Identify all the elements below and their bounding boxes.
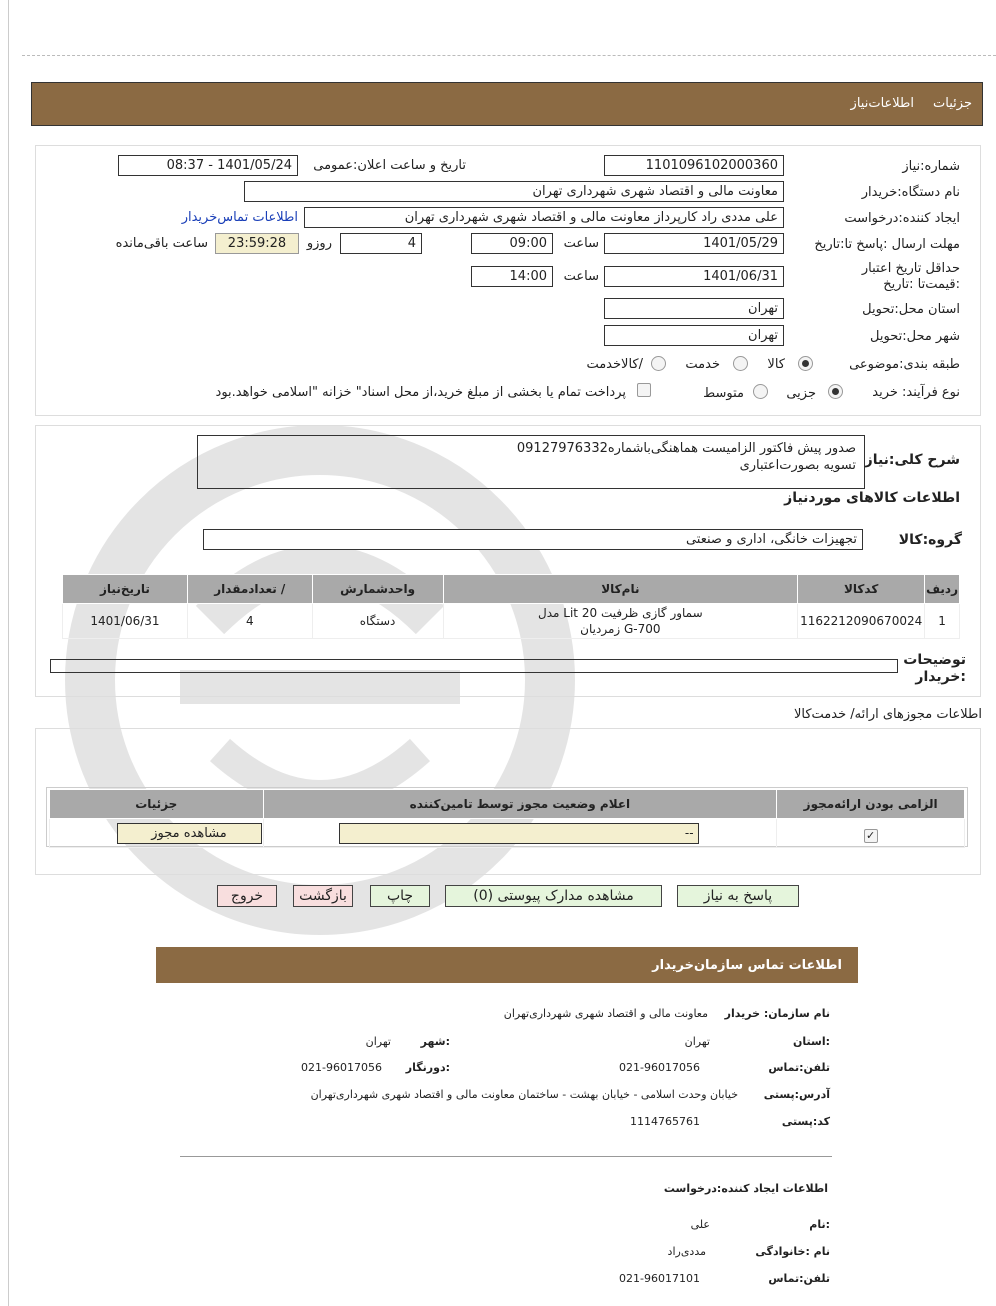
permit-status-cell (263, 819, 777, 848)
description-line-1: صدور پیش فاکتور الزامیست هماهنگی‌باشماره09127976332 (516, 441, 856, 456)
contact-phone-value: 021-96017056 (619, 1061, 700, 1074)
category-service-label: خدمت (685, 357, 720, 372)
deadline-time-field: 09:00 (471, 233, 553, 254)
treasury-payment-checkbox[interactable] (637, 383, 651, 397)
category-both-label: /کالاخدمت (586, 357, 643, 372)
col-row: ردیف (925, 575, 960, 604)
col-code: کدکالا (798, 575, 925, 604)
contact-address-label: آدرس:پستی (763, 1088, 830, 1101)
goods-section-title: اطلاعات کالاهای موردنیاز (784, 490, 960, 506)
org-value: معاونت مالی و اقتصاد شهری شهرداری‌تهران (503, 1007, 708, 1020)
validity-time-label: ساعت (563, 269, 599, 284)
creator-title: اطلاعات ایجاد کننده:درخواست (663, 1182, 828, 1195)
creator-phone-value: 021-96017101 (619, 1272, 700, 1285)
col-qty: / تعدادمقدار (187, 575, 312, 604)
reply-button[interactable]: پاسخ به نیاز (677, 885, 799, 907)
category-label: طبقه بندی:موضوعی (849, 357, 960, 372)
contact-address-value: خیابان وحدت اسلامی - خیابان بهشت - ساختمان معاونت مالی و اقتصاد شهری شهرداری‌تهران (310, 1088, 738, 1101)
deadline-date-field: 1401/05/29 (604, 233, 784, 254)
deadline-time-label: ساعت (563, 236, 599, 251)
need-number-field: 1101096102000360 (604, 155, 784, 176)
city-field: تهران (604, 325, 784, 346)
goods-group-label: گروه:کالا (898, 532, 962, 548)
row-unit: دستگاه (312, 604, 443, 639)
view-permit-button[interactable]: مشاهده مجوز (117, 823, 262, 844)
buyer-notes-field (50, 659, 898, 673)
contact-fax-label: :دورنگار (405, 1061, 450, 1074)
validity-date-field: 1401/06/31 (604, 266, 784, 287)
province-label: استان محل:تحویل (862, 302, 960, 317)
category-goods-label: کالا (767, 357, 785, 372)
treasury-payment-note: پرداخت تمام یا بخشی از مبلغ خرید،از محل اسناد" خزانه "اسلامی خواهد.بود (215, 385, 626, 400)
table-row (63, 604, 960, 639)
permit-status-field: -- (339, 823, 699, 844)
process-label: نوع فرآیند: خرید (872, 385, 960, 400)
creator-name-value: علی (690, 1218, 710, 1231)
header-bar (31, 82, 983, 126)
permit-required-cell (777, 819, 965, 848)
requester-label: ایجاد کننده:درخواست (844, 211, 960, 226)
contact-city-label: :شهر (420, 1035, 450, 1048)
row-number: 1 (925, 604, 960, 639)
contact-divider (180, 1156, 832, 1157)
creator-family-label: نام :خانوادگی (755, 1245, 830, 1258)
process-minor-label: جزیی (786, 386, 816, 401)
contact-fax-value: 021-96017056 (301, 1061, 382, 1074)
table-row (50, 819, 965, 848)
process-medium-radio[interactable] (753, 384, 768, 399)
page-left-border (8, 0, 9, 1306)
requester-field: علی مددی راد کارپرداز معاونت مالی و اقتصاد شهری شهرداری تهران (304, 207, 784, 228)
description-box (197, 435, 865, 489)
goods-group-field: تجهیزات خانگی، اداری و صنعتی (203, 529, 863, 550)
row-date: 1401/06/31 (63, 604, 188, 639)
permit-details-cell (50, 819, 264, 848)
tab-need-info[interactable]: اطلاعات‌نیاز (850, 96, 914, 111)
contact-header-title: اطلاعات تماس سازمان‌خریدار (652, 958, 842, 973)
announce-datetime-field: 1401/05/24 - 08:37 (118, 155, 298, 176)
category-service-radio[interactable] (733, 356, 748, 371)
deadline-label: مهلت ارسال :پاسخ تا:تاریخ (814, 237, 960, 252)
goods-table (62, 574, 960, 639)
contact-postal-value: 1114765761 (630, 1115, 700, 1128)
row-name-line-2: G-700 زمردیان (580, 622, 661, 636)
col-permit-required: الزامی بودن ارائه‌مجوز (777, 790, 965, 819)
city-label: شهر محل:تحویل (870, 329, 960, 344)
back-button[interactable]: بازگشت (293, 885, 353, 907)
row-name-line-1: سماور گازی ظرفیت 20 Lit مدل (538, 606, 703, 620)
col-name: نام‌کالا (443, 575, 798, 604)
process-medium-label: متوسط (703, 386, 744, 401)
col-unit: واحدشمارش (312, 575, 443, 604)
announce-label: تاریخ و ساعت اعلان:عمومی (313, 158, 466, 173)
permits-title: اطلاعات مجوزهای ارائه/ خدمت‌کالا (793, 707, 982, 722)
validity-label: حداقل تاریخ اعتبار :قیمت‌تا :تاریخ (861, 261, 960, 292)
validity-time-field: 14:00 (471, 266, 553, 287)
contact-province-label: :استان (793, 1035, 830, 1048)
creator-phone-label: تلفن:تماس (768, 1272, 830, 1285)
days-label: روزو (306, 236, 332, 251)
row-name (443, 604, 798, 639)
contact-phone-label: تلفن:تماس (768, 1061, 830, 1074)
process-minor-radio[interactable] (828, 384, 843, 399)
remaining-time-field: 23:59:28 (215, 233, 299, 254)
need-number-label: شماره:نیاز (902, 159, 960, 174)
buyer-notes-label: توضیحات :خریدار (903, 652, 966, 685)
contact-header-bar (156, 947, 858, 983)
days-field: 4 (340, 233, 422, 254)
exit-button[interactable]: خروج (217, 885, 277, 907)
contact-city-value: تهران (365, 1035, 391, 1048)
contact-province-value: تهران (684, 1035, 710, 1048)
category-goods-radio[interactable] (798, 356, 813, 371)
creator-name-label: :نام (809, 1218, 830, 1231)
col-permit-details: جزئیات (50, 790, 264, 819)
col-date: تاریخ‌نیاز (63, 575, 188, 604)
tab-details[interactable]: جزئیات (933, 96, 972, 111)
description-line-2: تسویه بصورت‌اعتباری (739, 458, 856, 473)
buyer-contact-link[interactable]: اطلاعات تماس‌خریدار (181, 210, 298, 225)
category-both-radio[interactable] (651, 356, 666, 371)
permit-required-checkbox: ✓ (864, 829, 878, 843)
creator-family-value: مددی‌راد (667, 1245, 706, 1258)
col-permit-status: اعلام وضعیت مجوز توسط تامین‌کننده (263, 790, 777, 819)
row-qty: 4 (187, 604, 312, 639)
remaining-label: ساعت باقی‌مانده (115, 236, 208, 251)
permits-table-header (50, 790, 965, 819)
description-label: شرح کلی:نیاز (864, 452, 960, 468)
permits-table (49, 789, 965, 848)
buyer-label: نام دستگاه:خریدار (861, 185, 960, 200)
buyer-field: معاونت مالی و اقتصاد شهری شهرداری تهران (244, 181, 784, 202)
goods-table-header (63, 575, 960, 604)
row-code: 1162212090670024 (798, 604, 925, 639)
org-label: نام سازمان: خریدار (724, 1007, 830, 1020)
contact-postal-label: کد:پستی (781, 1115, 830, 1128)
province-field: تهران (604, 298, 784, 319)
print-button[interactable]: چاپ (370, 885, 430, 907)
page-top-divider (22, 55, 996, 56)
attachments-button[interactable]: مشاهده مدارک پیوستی (0) (445, 885, 662, 907)
